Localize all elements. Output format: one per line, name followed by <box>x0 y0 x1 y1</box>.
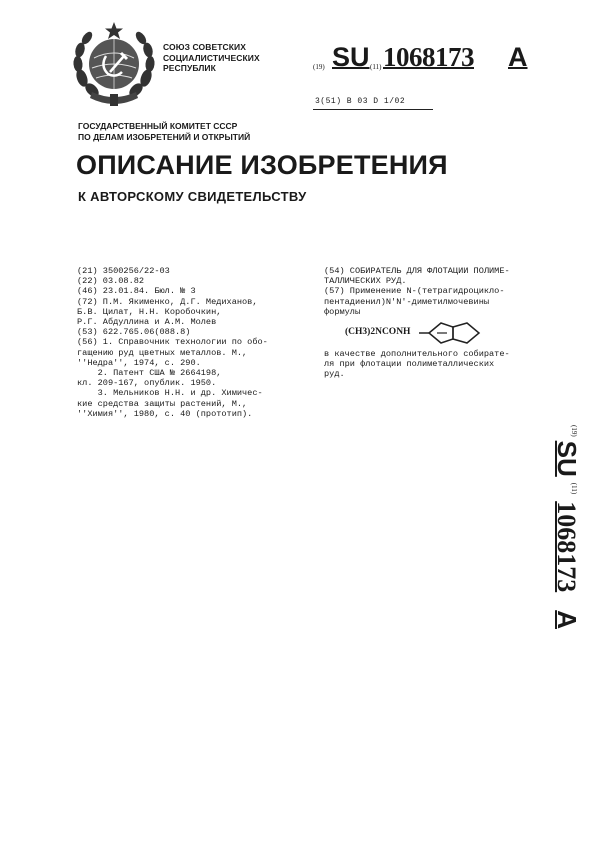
inid-code-19: (19) <box>313 63 325 71</box>
document-title: ОПИСАНИЕ ИЗОБРЕТЕНИЯ <box>76 150 448 180</box>
document-subtitle: К АВТОРСКОМУ СВИДЕТЕЛЬСТВУ <box>78 189 307 204</box>
chemical-formula-text: (CH3)2NCONH <box>345 327 411 337</box>
side-country-code: SU <box>552 440 582 477</box>
patent-number: 1068173 <box>383 42 474 72</box>
side-kind-code: A <box>552 610 582 629</box>
side-inid-code-19: (19) <box>570 425 578 437</box>
ipc-underline <box>313 109 433 110</box>
abstract-text-bottom: в качестве дополнительного собирате- ля при флотации полиметаллических руд. <box>324 349 510 380</box>
side-inid-code-11: (11) <box>570 482 578 495</box>
side-patent-number: 1068173 <box>552 501 581 593</box>
bibliographic-data-left: (21) 3500256/22-03 (22) 03.08.82 (46) 23.01.84. Бюл. № 3 (72) П.М. Якименко, Д.Г. Медиханов, Б.В. Цилат, Н.Н. Коробочкин, Р.Г. Абдуллина и А.М. Молев (53) 622.765.06(088.8) (56) 1. Справочник технологии по обо- гащению руд цветных металлов. М., ''Недра'', 1974, с. 290. 2. Патент США № 2664198, кл. 209-167, опублик. 1950. 3. Мельников Н.Н. и др. Химичес- кие средства защиты растений, М., ''Химия'', 1980, с. 40 (прототип). <box>77 266 268 419</box>
abstract-text-top: (54) СОБИРАТЕЛЬ ДЛЯ ФЛОТАЦИИ ПОЛИМЕ- ТАЛЛИЧЕСКИХ РУД. (57) Применение N-(тетрагидроцикло- пентадиенил)N'N'-диметилмочевины формулы <box>324 266 510 317</box>
union-name: СОЮЗ СОВЕТСКИХ СОЦИАЛИСТИЧЕСКИХ РЕСПУБЛИК <box>163 42 260 73</box>
side-patent-stamp <box>551 425 582 629</box>
committee-name: ГОСУДАРСТВЕННЫЙ КОМИТЕТ СССР ПО ДЕЛАМ ИЗОБРЕТЕНИЙ И ОТКРЫТИЙ <box>78 121 251 142</box>
inid-code-11: (11) <box>370 63 382 71</box>
country-code: SU <box>332 42 370 72</box>
kind-code: A <box>508 42 528 72</box>
ussr-emblem-icon <box>70 18 158 110</box>
ipc-classification: 3(51) B 03 D 1/02 <box>315 97 406 106</box>
